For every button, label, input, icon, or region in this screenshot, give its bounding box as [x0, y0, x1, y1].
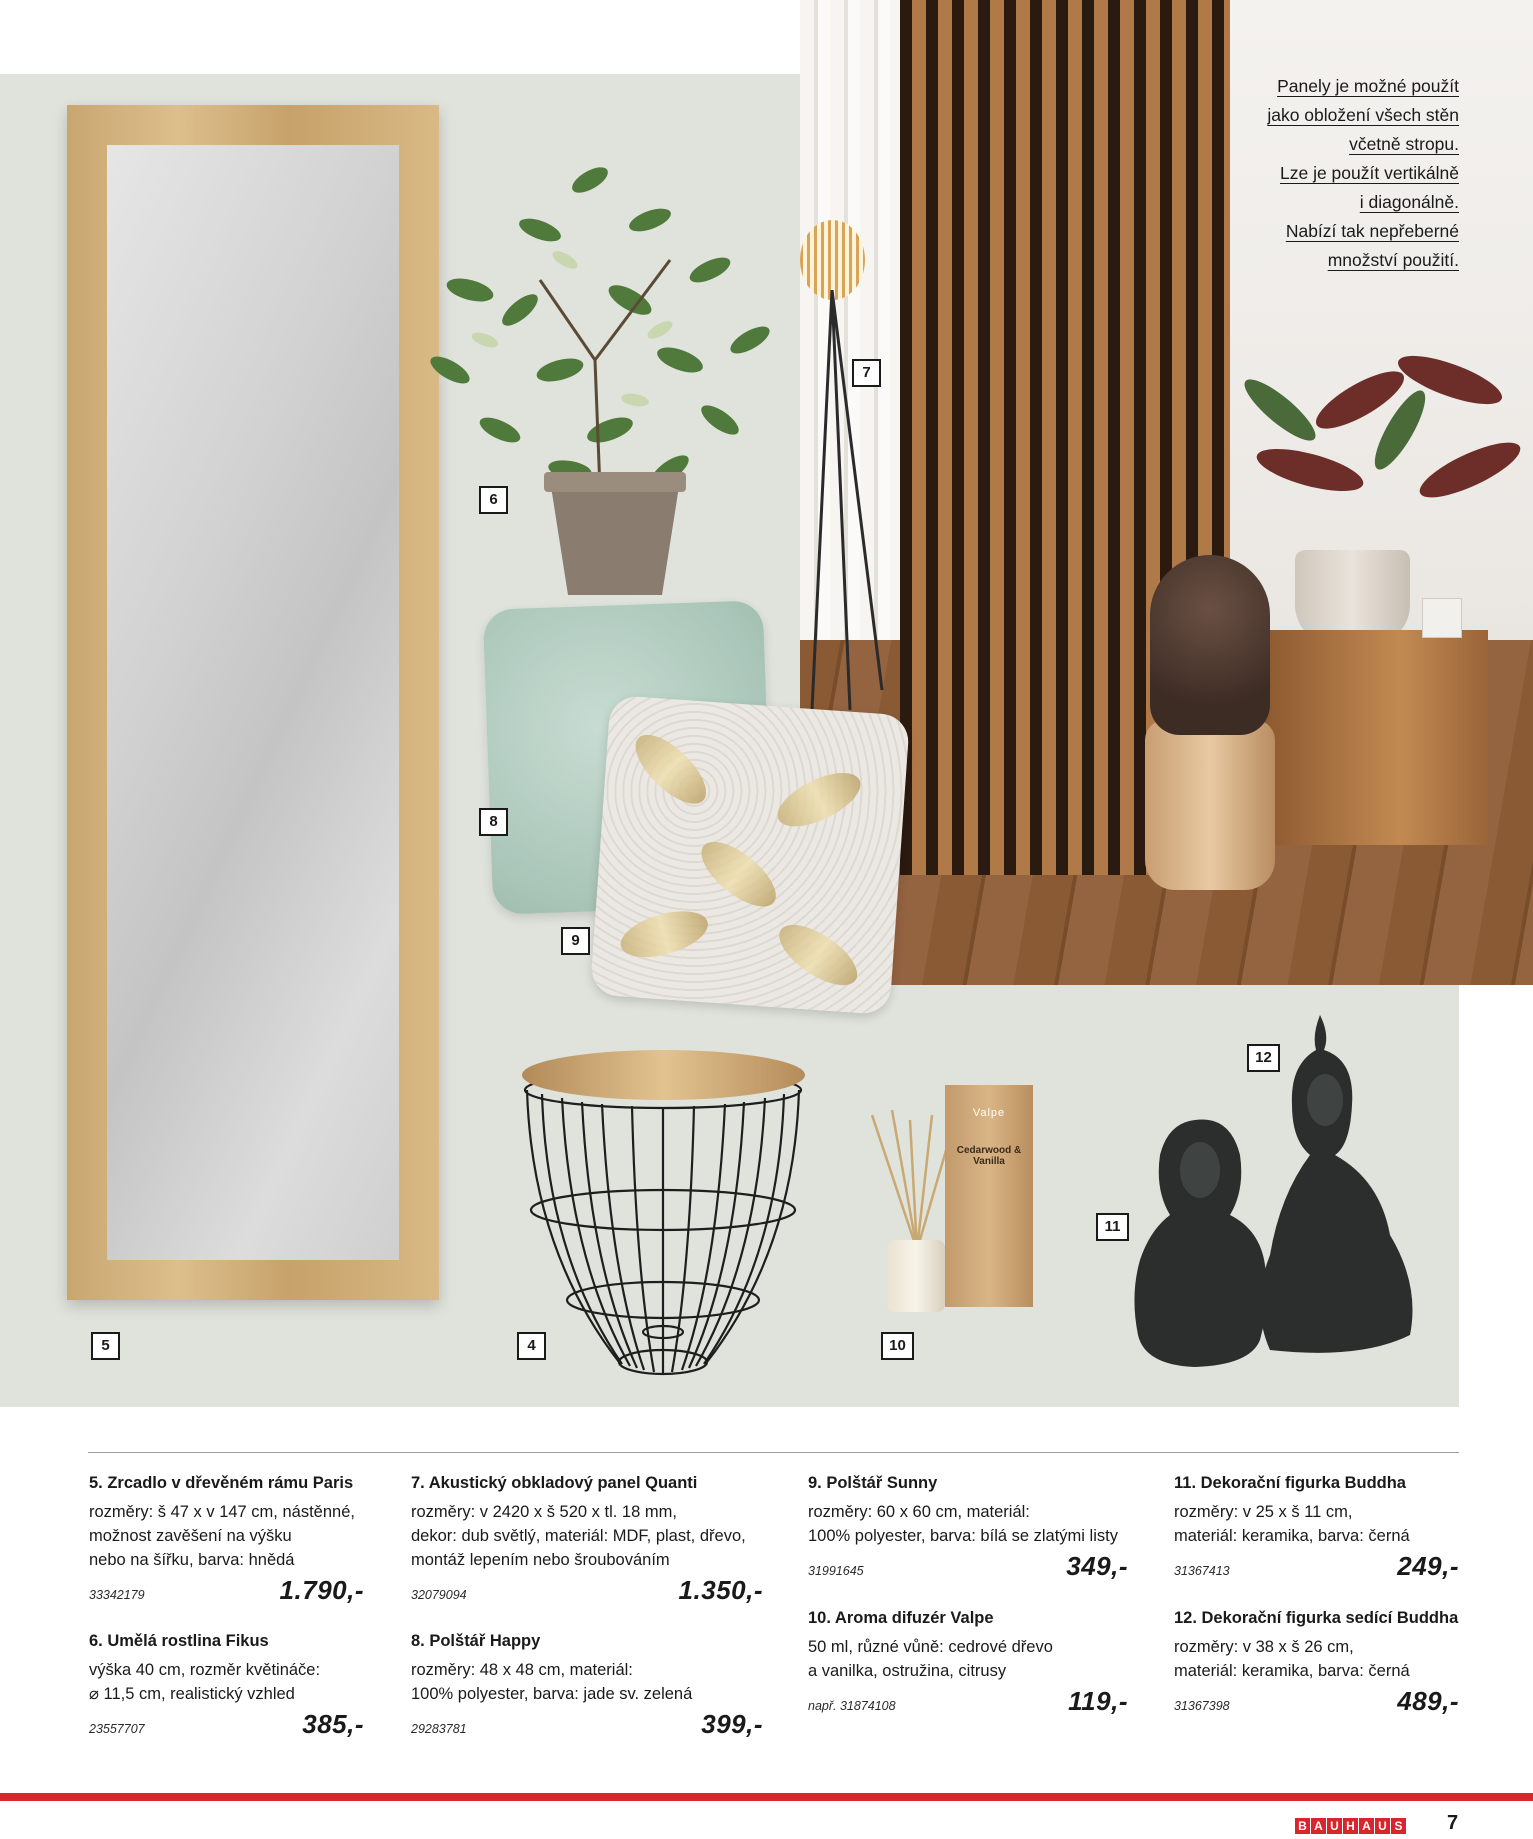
product-foot	[411, 1572, 763, 1606]
product-code: 31991645	[808, 1564, 864, 1578]
product-desc-line: 100% polyester, barva: jade sv. zelená	[411, 1685, 693, 1703]
pillow-sunny-image	[590, 695, 910, 1015]
product-9	[808, 1472, 1128, 1582]
wooden-cube	[1268, 630, 1488, 845]
mirror-image	[67, 105, 439, 1300]
gold-leaf-pattern	[615, 903, 713, 966]
product-11	[1174, 1472, 1459, 1582]
product-title: 5. Zrcadlo v dřevěném rámu Paris	[89, 1474, 354, 1492]
wooden-stump	[1145, 720, 1275, 890]
product-price: 385,-	[302, 1709, 364, 1739]
tag-5: 5	[91, 1332, 120, 1360]
product-desc-line: montáž lepením nebo šroubováním	[411, 1551, 670, 1569]
product-desc-line: a vanilka, ostružina, citrusy	[808, 1662, 1007, 1680]
page-number: 7	[1447, 1812, 1459, 1834]
tag-7: 7	[852, 359, 881, 387]
diffuser-box	[945, 1085, 1033, 1307]
product-code: např. 31874108	[808, 1699, 896, 1713]
tag-9: 9	[561, 927, 590, 955]
logo-letter: A	[1359, 1818, 1374, 1834]
product-10	[808, 1607, 1128, 1717]
product-title: 11. Dekorační figurka Buddha	[1174, 1474, 1406, 1492]
product-desc-line: rozměry: 60 x 60 cm, materiál:	[808, 1503, 1030, 1521]
product-desc-line: nebo na šířku, barva: hnědá	[89, 1551, 295, 1569]
product-price: 349,-	[1066, 1551, 1128, 1581]
product-price: 249,-	[1397, 1551, 1459, 1581]
gold-leaf-pattern	[770, 913, 867, 996]
diffuser-scent: Cedarwood & Vanilla	[956, 1145, 1022, 1167]
bauhaus-logo	[1295, 1818, 1407, 1834]
product-desc-line: rozměry: 48 x 48 cm, materiál:	[411, 1661, 633, 1679]
product-code: 29283781	[411, 1722, 467, 1736]
product-desc-line: materiál: keramika, barva: černá	[1174, 1527, 1410, 1545]
product-title: 6. Umělá rostlina Fikus	[89, 1632, 269, 1650]
footer-red-bar	[0, 1793, 1533, 1801]
logo-letter: A	[1311, 1818, 1326, 1834]
logo-letter: B	[1295, 1818, 1310, 1834]
room-plant	[1220, 320, 1533, 580]
product-desc-line: rozměry: v 2420 x š 520 x tl. 18 mm,	[411, 1503, 677, 1521]
product-foot	[89, 1572, 364, 1606]
product-7	[411, 1472, 763, 1606]
product-title: 7. Akustický obkladový panel Quanti	[411, 1474, 698, 1492]
tag-4: 4	[517, 1332, 546, 1360]
lamp-shade	[800, 220, 865, 300]
product-title: 8. Polštář Happy	[411, 1632, 541, 1650]
caption-line: Lze je použít vertikálně	[1280, 163, 1459, 183]
caption-line: jako obložení všech stěn	[1267, 105, 1459, 125]
product-6	[89, 1630, 364, 1740]
product-desc-line: materiál: keramika, barva: černá	[1174, 1662, 1410, 1680]
room-buddha-head	[1150, 555, 1270, 735]
product-5	[89, 1472, 364, 1606]
tag-8: 8	[479, 808, 508, 836]
product-price: 1.790,-	[279, 1575, 364, 1605]
product-foot	[89, 1706, 364, 1740]
product-code: 33342179	[89, 1588, 145, 1602]
product-title: 9. Polštář Sunny	[808, 1474, 938, 1492]
ficus-plant-image	[390, 110, 800, 600]
tag-10: 10	[881, 1332, 914, 1360]
product-desc-line: možnost zavěšení na výšku	[89, 1527, 292, 1545]
divider	[88, 1452, 1459, 1453]
caption-line: i diagonálně.	[1359, 192, 1459, 212]
logo-letter: H	[1343, 1818, 1358, 1834]
product-price: 119,-	[1068, 1686, 1128, 1716]
tag-6: 6	[479, 486, 508, 514]
product-foot	[808, 1683, 1128, 1717]
product-title: 10. Aroma difuzér Valpe	[808, 1609, 994, 1627]
product-desc-line: rozměry: š 47 x v 147 cm, nástěnné,	[89, 1503, 355, 1521]
product-desc-line: výška 40 cm, rozměr květináče:	[89, 1661, 321, 1679]
wooden-table-top	[522, 1050, 805, 1100]
caption-line: Nabízí tak nepřeberné	[1285, 221, 1459, 241]
gold-leaf-pattern	[691, 830, 786, 918]
lamp-tripod	[810, 290, 890, 710]
gold-leaf-pattern	[625, 724, 718, 815]
tag-11: 11	[1096, 1213, 1129, 1241]
product-12	[1174, 1607, 1459, 1717]
wall-socket	[1422, 598, 1462, 638]
caption-line: Panely je možné použít	[1277, 76, 1459, 96]
mirror-glass	[107, 145, 399, 1260]
product-code: 32079094	[411, 1588, 467, 1602]
product-code: 23557707	[89, 1722, 145, 1736]
product-foot	[411, 1706, 763, 1740]
diffuser-jar	[887, 1240, 945, 1312]
diffuser-brand: Valpe	[972, 1107, 1006, 1119]
product-foot	[808, 1548, 1128, 1582]
logo-letter: S	[1391, 1818, 1406, 1834]
product-desc-line: rozměry: v 25 x š 11 cm,	[1174, 1503, 1353, 1521]
tag-12: 12	[1247, 1044, 1280, 1072]
gold-leaf-pattern	[770, 762, 868, 837]
caption-line: množství použití.	[1327, 250, 1459, 270]
product-desc-line: 100% polyester, barva: bílá se zlatými listy	[808, 1527, 1118, 1545]
product-8	[411, 1630, 763, 1740]
product-desc-line: 50 ml, různé vůně: cedrové dřevo	[808, 1638, 1053, 1656]
product-desc-line: dekor: dub světlý, materiál: MDF, plast, dřevo,	[411, 1527, 746, 1545]
product-foot	[1174, 1548, 1459, 1582]
product-price: 489,-	[1397, 1686, 1459, 1716]
product-foot	[1174, 1683, 1459, 1717]
product-code: 31367413	[1174, 1564, 1230, 1578]
product-desc-line: rozměry: v 38 x š 26 cm,	[1174, 1638, 1354, 1656]
wire-side-table-frame	[522, 1070, 805, 1380]
product-desc-line: ⌀ 11,5 cm, realistický vzhled	[89, 1685, 295, 1703]
logo-letter: U	[1327, 1818, 1342, 1834]
caption-line: včetně stropu.	[1349, 134, 1459, 154]
logo-letter: U	[1375, 1818, 1390, 1834]
product-title: 12. Dekorační figurka sedící Buddha	[1174, 1609, 1459, 1627]
product-price: 1.350,-	[678, 1575, 763, 1605]
room-caption	[1199, 72, 1459, 275]
product-price: 399,-	[701, 1709, 763, 1739]
product-code: 31367398	[1174, 1699, 1230, 1713]
